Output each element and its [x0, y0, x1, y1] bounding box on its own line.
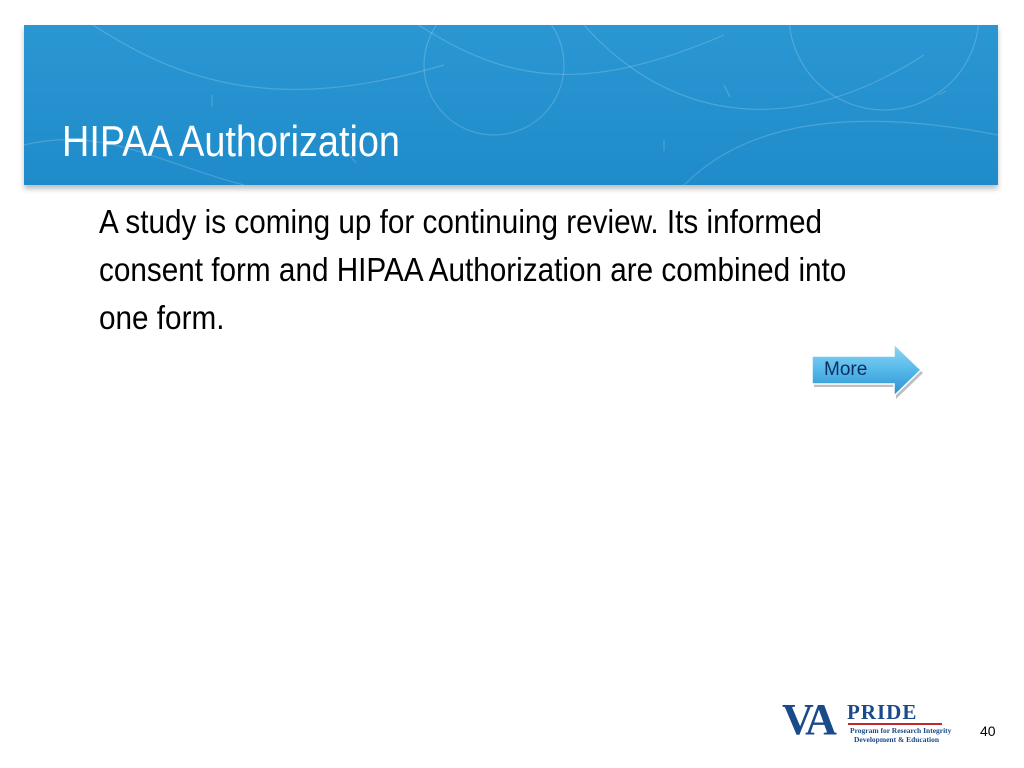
logo-va: VA	[782, 695, 834, 744]
page-number: 40	[980, 723, 996, 739]
title-banner	[24, 25, 998, 185]
more-button[interactable]	[810, 342, 924, 400]
logo-tagline-1: Program for Research Integrity	[850, 726, 952, 735]
va-pride-logo	[782, 695, 952, 746]
more-button-label: More	[824, 359, 868, 380]
body-text: A study is coming up for continuing review. Its informed consent form and HIPAA Authorization are combined into one form.	[99, 203, 847, 336]
logo-tagline-2: Development & Education	[854, 735, 939, 744]
slide-title: HIPAA Authorization	[62, 117, 400, 166]
logo-pride: PRIDE	[847, 700, 918, 724]
